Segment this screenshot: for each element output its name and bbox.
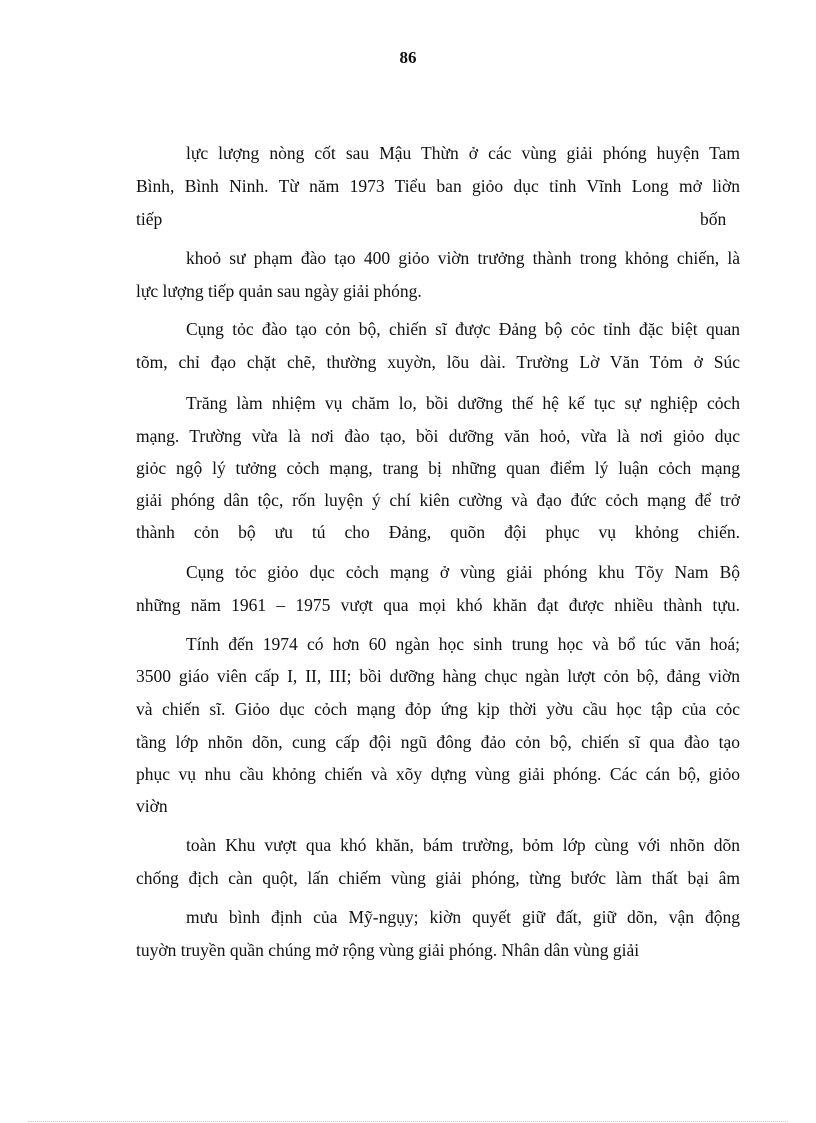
text-line: và chiến sĩ. Giỏo dục cỏch mạng đỏp ứng kịp thời yờu cầu học tập của cỏc [136,699,740,719]
text-line: Bình, Bình Ninh. Từ năm 1973 Tiểu ban giỏo dục tỉnh Vĩnh Long mở liờn [136,176,740,196]
text-line: viờn [136,796,168,816]
text-line: 3500 giáo viên cấp I, II, III; bồi dưỡng hàng chục ngàn lượt cỏn bộ, đảng viờn [136,666,740,686]
text-line: thành cỏn bộ ưu tú cho Đảng, quõn đội phục vụ khỏng chiến. [136,522,740,542]
text-line: lực lượng nòng cốt sau Mậu Thừn ở các vùng giải phóng huyện Tam [186,143,740,163]
text-line: Cụng tỏc đào tạo cỏn bộ, chiến sĩ được Đảng bộ cỏc tỉnh đặc biệt quan [186,319,740,339]
text-line: mưu bình định của Mỹ-ngụy; kiờn quyết giữ đất, giữ dõn, vận động [186,907,740,927]
text-line: lực lượng tiếp quản sau ngày giải phóng. [136,281,422,301]
text-line: phục vụ nhu cầu khỏng chiến và xõy dựng vùng giải phóng. Các cán bộ, giỏo [136,764,740,784]
text-line: mạng. Trường vừa là nơi đào tạo, bồi dưỡng văn hoỏ, vừa là nơi giỏo dục [136,426,740,446]
text-line: những năm 1961 – 1975 vượt qua mọi khó khăn đạt được nhiều thành tựu. [136,595,740,615]
text-line: khoỏ sư phạm đào tạo 400 giỏo viờn trưởng thành trong khỏng chiến, là [186,248,740,268]
text-line: tầng lớp nhõn dõn, cung cấp đội ngũ đông đảo cỏn bộ, chiến sĩ qua đào tạo [136,732,740,752]
text-line: tiếp [136,209,163,229]
text-line: chống địch càn quột, lấn chiếm vùng giải phóng, từng bước làm thất bại âm [136,868,740,888]
text-line: giải phóng dân tộc, rốn luyện ý chí kiên cường và đạo đức cỏch mạng để trở [136,490,740,510]
text-line: Tính đến 1974 có hơn 60 ngàn học sinh trung học và bổ túc văn hoá; [186,634,740,654]
text-line: bốn [700,209,727,229]
text-line: Trăng làm nhiệm vụ chăm lo, bồi dưỡng thế hệ kế tục sự nghiệp cỏch [186,393,740,413]
text-line: tõm, chỉ đạo chặt chẽ, thường xuyờn, lõu dài. Trường Lờ Văn Tỏm ở Súc [136,352,740,372]
page-number: 86 [399,48,417,67]
page-bottom-rule [28,1121,788,1122]
text-line: toàn Khu vượt qua khó khăn, bám trường, bỏm lớp cùng với nhõn dõn [186,835,740,855]
text-line: tuyờn truyền quần chúng mở rộng vùng giải phóng. Nhân dân vùng giải [136,940,640,960]
text-line: giỏc ngộ lý tưởng cỏch mạng, trang bị những quan điểm lý luận cỏch mạng [136,458,740,478]
text-line: Cụng tỏc giỏo dục cỏch mạng ở vùng giải phóng khu Tõy Nam Bộ [186,562,740,582]
